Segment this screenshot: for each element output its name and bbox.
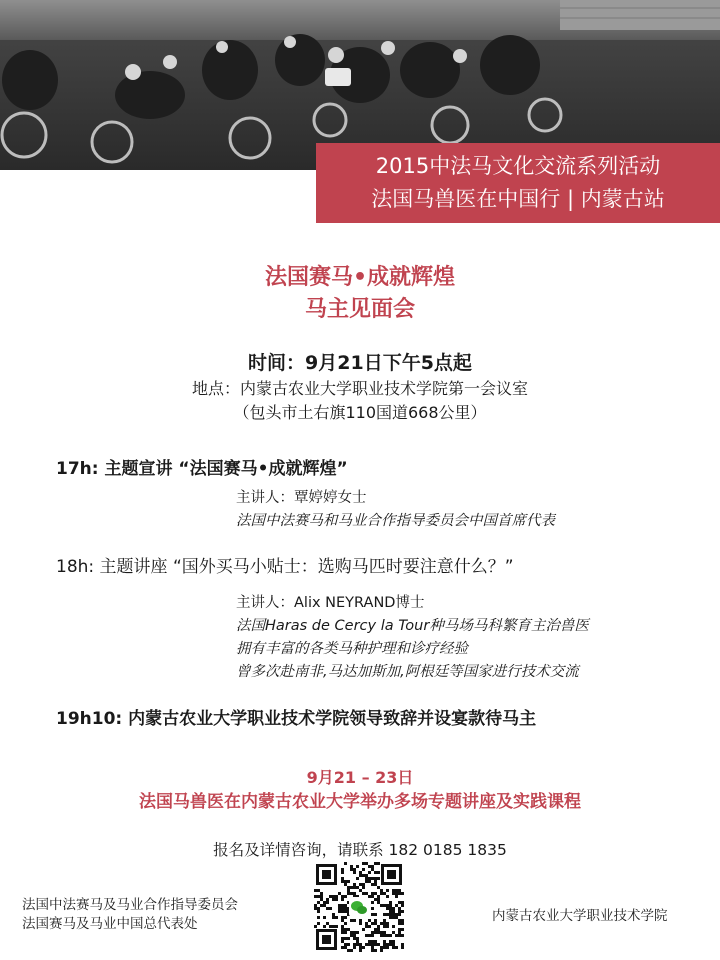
qr-code-graphic [314, 862, 404, 952]
speaker-detail: 法国Haras de Cercy la Tour种马场马科繁育主治兽医 [236, 618, 589, 634]
organizer-name: 法国中法赛马及马业合作指导委员会 [22, 897, 238, 913]
speaker-name: 主讲人：覃婷婷女士 [236, 490, 367, 506]
contact-info: 报名及详情咨询，请联系 182 0185 1835 [213, 841, 507, 859]
event-banner [316, 143, 720, 223]
course-dates: 9月21 – 23日 [306, 768, 414, 787]
schedule-item-3 [56, 704, 536, 729]
banner-line-2: 法国马兽医在中国行 | 内蒙古站 [371, 187, 665, 211]
schedule-item-1 [56, 454, 348, 479]
speaker-block-2 [236, 592, 589, 684]
schedule-time: 19h10: [56, 709, 123, 729]
event-address: （包头市土右旗110国道668公里） [233, 403, 487, 422]
schedule-time: 18h: [56, 557, 95, 577]
schedule-title: 主题讲座 “国外买马小贴士：选购马匹时要注意什么？” [99, 557, 514, 577]
speaker-detail: 曾多次赴南非,马达加斯加,阿根廷等国家进行技术交流 [236, 664, 579, 680]
speaker-name: 主讲人：Alix NEYRAND博士 [236, 595, 425, 611]
organizer-name: 法国赛马及马业中国总代表处 [22, 916, 198, 932]
schedule-time: 17h: [56, 459, 99, 479]
schedule-item-2 [56, 552, 514, 577]
schedule-title: 内蒙古农业大学职业技术学院领导致辞并设宴款待马主 [128, 709, 537, 729]
speaker-block-1 [236, 487, 555, 533]
headline-subtitle: 马主见面会 [304, 297, 415, 322]
speaker-detail: 法国中法赛马和马业合作指导委员会中国首席代表 [236, 513, 555, 529]
qr-code-icon[interactable] [314, 862, 404, 952]
speaker-detail: 拥有丰富的各类马种护理和诊疗经验 [236, 641, 468, 657]
event-venue: 地点：内蒙古农业大学职业技术学院第一会议室 [191, 379, 528, 398]
wechat-icon [349, 897, 369, 917]
course-description: 法国马兽医在内蒙古农业大学举办多场专题讲座及实践课程 [139, 792, 581, 812]
headline-title: 法国赛马•成就辉煌 [264, 265, 456, 290]
event-time: 时间：9月21日下午5点起 [248, 352, 472, 374]
banner-line-1: 2015中法马文化交流系列活动 [375, 154, 661, 178]
organizers-left [22, 896, 238, 934]
organizer-right: 内蒙古农业大学职业技术学院 [492, 908, 668, 924]
schedule-title: 主题宣讲 “法国赛马•成就辉煌” [104, 459, 348, 479]
